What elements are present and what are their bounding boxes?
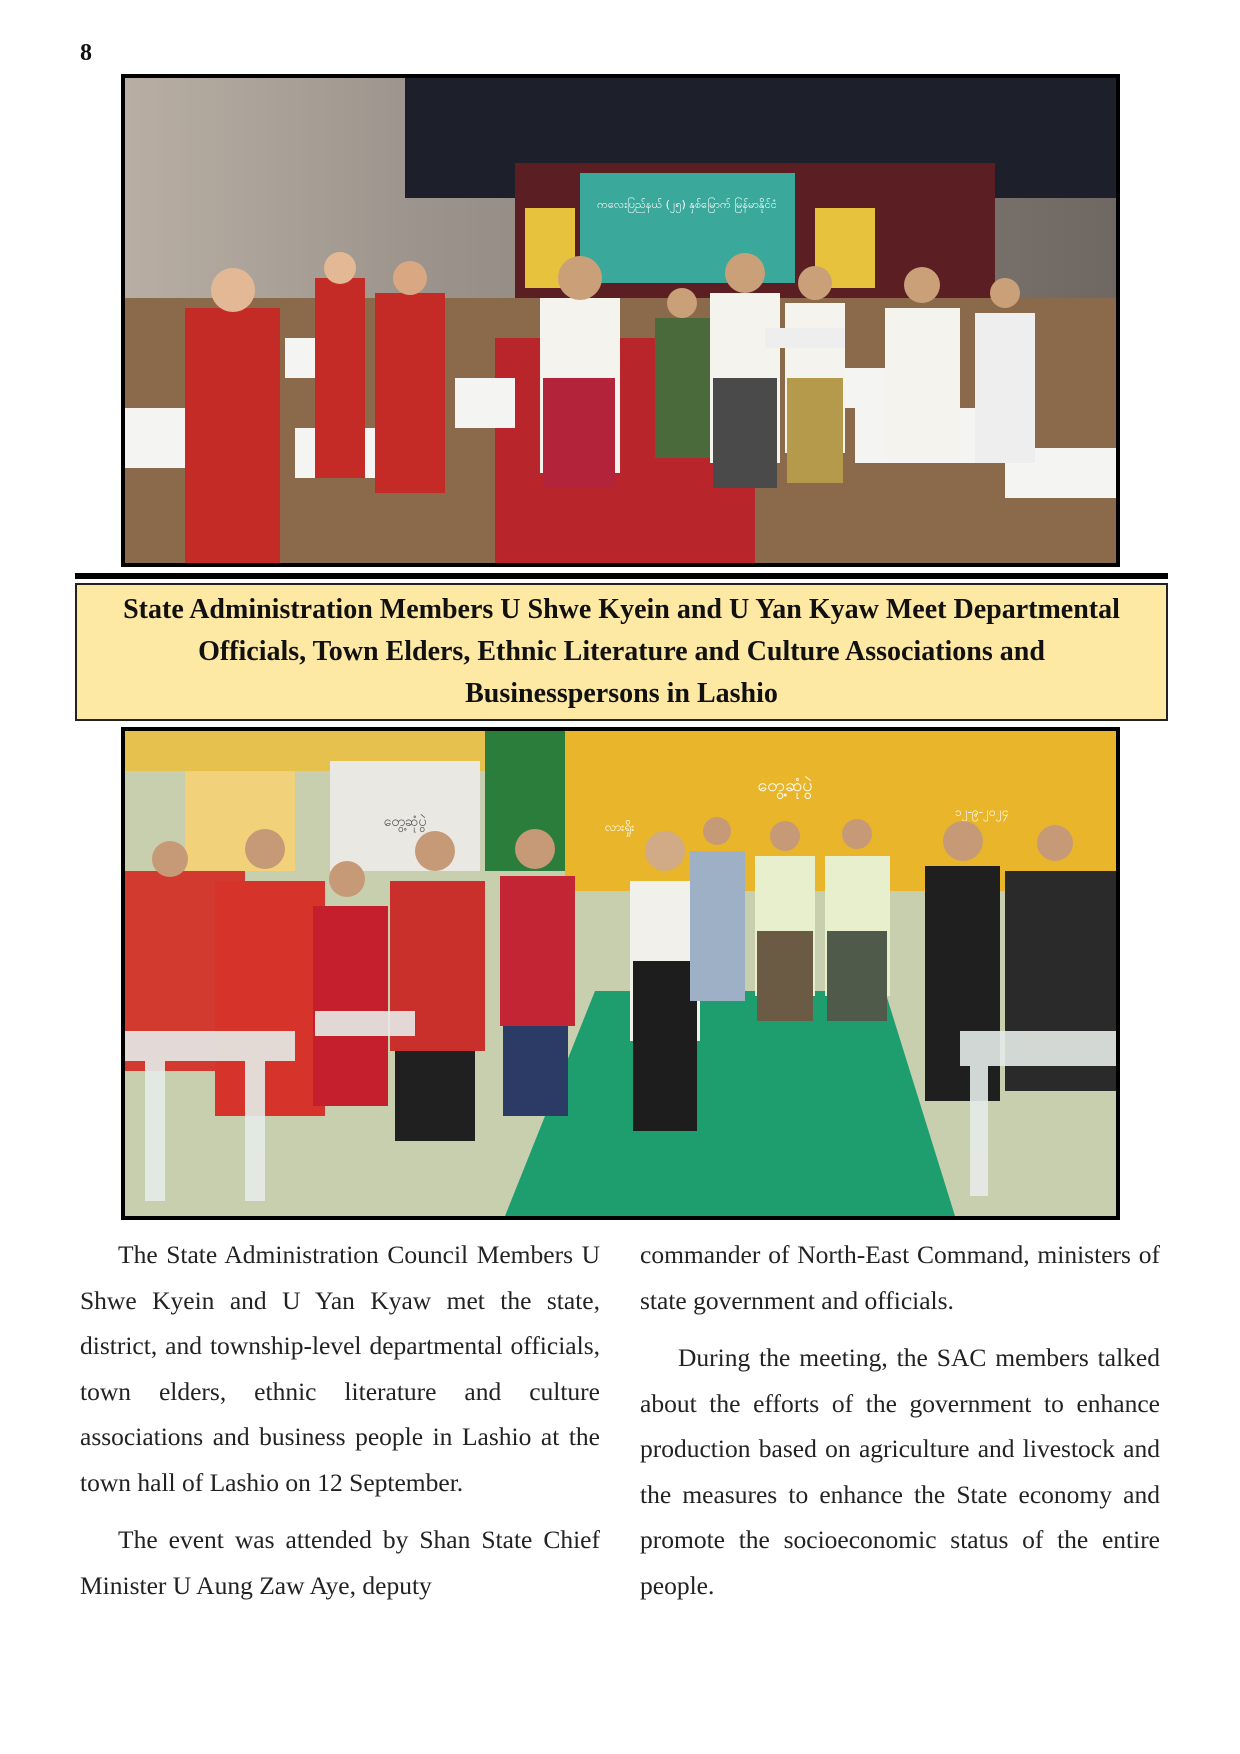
top-photo bbox=[121, 74, 1120, 567]
page-number: 8 bbox=[80, 40, 92, 66]
stage-banner-text: ကလေးပြည်နယ် (၂၅) နှစ်မြောက် မြန်မာနိုင်ငံ bbox=[597, 198, 777, 211]
banner-place: လားရှိုး bbox=[605, 820, 635, 834]
article-paragraph: commander of North-East Command, ministers of state government and officials. bbox=[640, 1240, 1160, 1315]
article-paragraph: The event was attended by Shan State Chief Minister U Aung Zaw Aye, deputy bbox=[80, 1525, 600, 1600]
banner-title: တွေ့ဆုံပွဲ bbox=[757, 775, 813, 796]
headline-box bbox=[75, 583, 1168, 721]
screen-text: တွေ့ဆုံပွဲ bbox=[383, 814, 427, 830]
article-right-column bbox=[640, 1232, 1160, 1620]
article-left-column bbox=[80, 1232, 600, 1620]
bottom-photo bbox=[121, 727, 1120, 1220]
town-hall-meeting-photo-icon bbox=[125, 731, 1116, 1216]
article-paragraph: The State Administration Council Members U Shwe Kyein and U Yan Kyaw met the state, district, and township-level departmental officials, town elders, ethnic literature and culture associations and business people in Lashio at the town hall of Lashio on 12 September. bbox=[80, 1240, 600, 1497]
headline-top-rule bbox=[75, 573, 1168, 579]
headline: State Administration Members U Shwe Kyein and U Yan Kyaw Meet Departmental Officials, Town Elders, Ethnic Literature and Culture Associations and Businesspersons in Lashio bbox=[123, 594, 1120, 709]
event-hall-photo-icon bbox=[125, 78, 1116, 563]
article-paragraph: During the meeting, the SAC members talked about the efforts of the government to enhance production based on agriculture and livestock and the measures to enhance the State economy and promote the socioeconomic status of the entire people. bbox=[640, 1343, 1160, 1600]
banner-date: ၁၂-၉-၂၀၂၄ bbox=[955, 805, 1009, 819]
